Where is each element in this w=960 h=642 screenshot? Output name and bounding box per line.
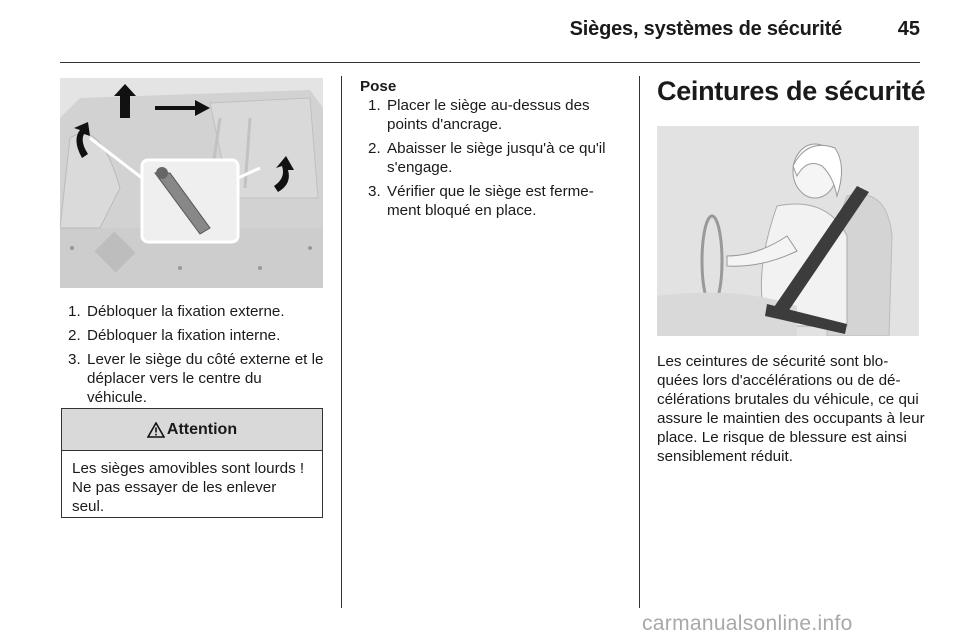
header-divider [60, 62, 920, 63]
warning-header [62, 409, 322, 451]
column-divider-left [341, 76, 342, 608]
seat-belt-illustration [657, 126, 919, 336]
list-item: 2. Abaisser le siège jusqu'à ce qu'il s'engage. [368, 140, 606, 176]
installation-steps-list [362, 96, 624, 225]
seat-removal-illustration [60, 78, 323, 288]
list-item: 1. Placer le siège au-dessus des points d'ancrage. [368, 97, 590, 133]
list-item: 3. Vérifier que le siège est ferme-ment bloqué en place. [368, 183, 594, 219]
list-item: 1. Débloquer la fixation externe. [68, 303, 285, 320]
warning-box [61, 408, 323, 518]
list-item: 3. Lever le siège du côté externe et le déplacer vers le centre du véhicule. [68, 351, 324, 406]
page-header-title: Sièges, systèmes de sécurité [569, 18, 842, 40]
warning-triangle-icon [147, 422, 165, 438]
pose-heading: Pose [360, 78, 397, 95]
warning-title: Attention [166, 420, 238, 438]
removal-steps-list [62, 302, 324, 412]
warning-text: Les sièges amovibles sont lourds ! Ne pas essayer de les enlever seul. [72, 460, 305, 515]
section-title: Ceintures de sécurité [657, 76, 926, 106]
watermark: carmanualsonline.info [642, 612, 853, 635]
list-item: 2. Débloquer la fixation interne. [68, 327, 281, 344]
page-number: 45 [897, 18, 920, 40]
seat-belt-paragraph: Les ceintures de sécurité sont blo-quées lors d'accélérations ou de dé-célérations brutales du véhicule, ce qui assure le maintien des occupants à leur place. Le risque de blessure est ainsi sensiblement réduit. [657, 353, 925, 465]
column-divider-right [639, 76, 640, 608]
